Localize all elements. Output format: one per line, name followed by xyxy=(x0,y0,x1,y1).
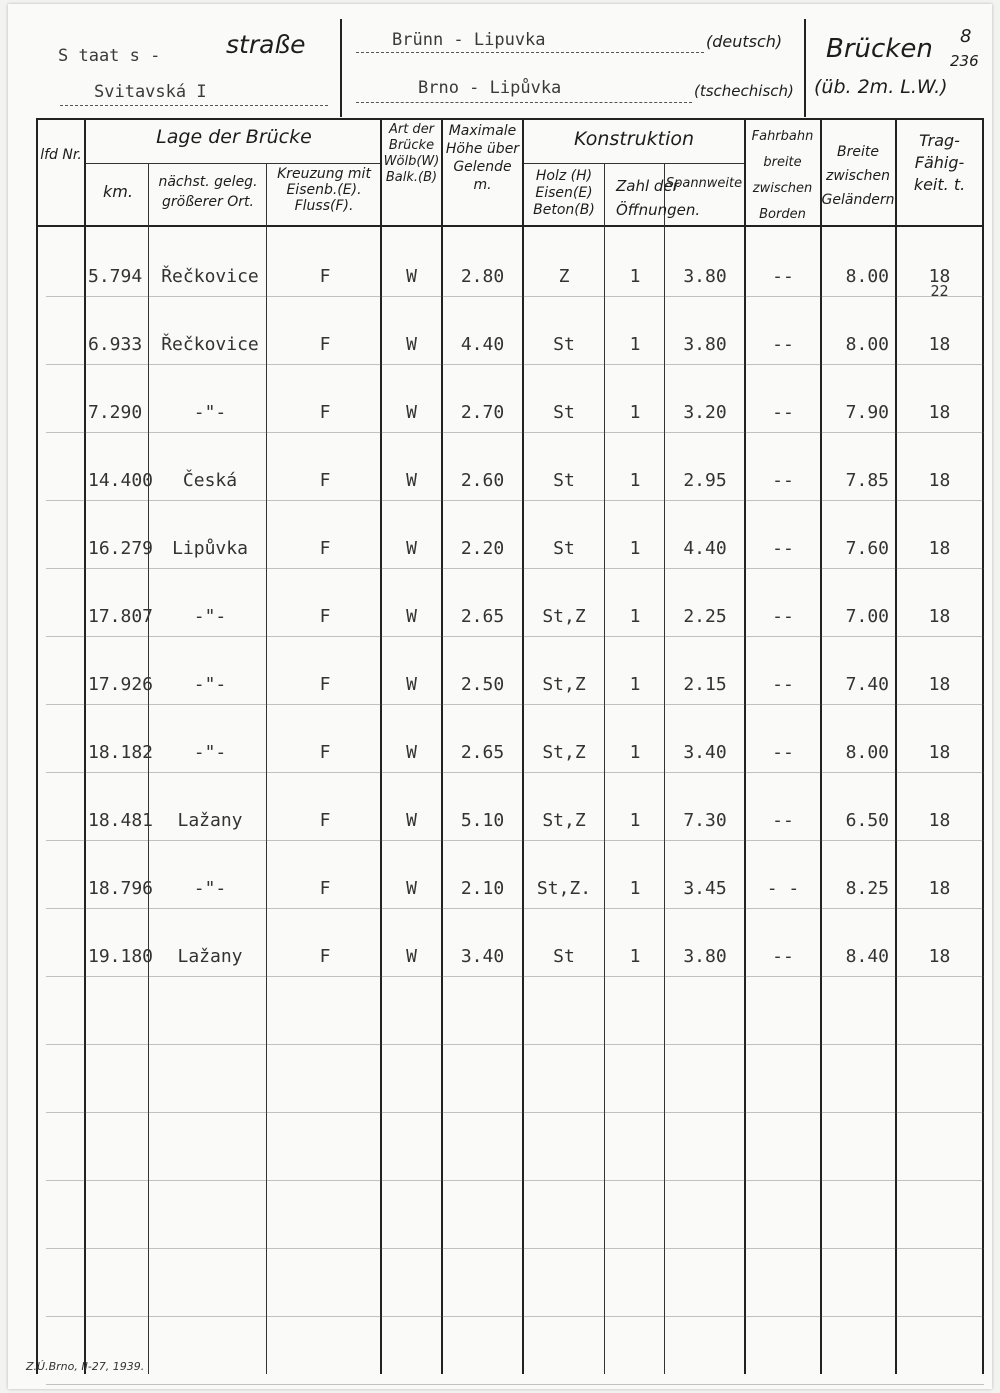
german-route-underline xyxy=(356,52,704,53)
cell-zahl: 1 xyxy=(629,742,641,763)
cell-hoehe: 2.80 xyxy=(460,266,505,287)
row-rule xyxy=(46,1180,984,1181)
cell-spannweite: 2.95 xyxy=(683,470,727,491)
cell-zahl: 1 xyxy=(629,470,641,491)
cell-kreuzung: F xyxy=(319,810,331,831)
cell-material: St xyxy=(553,538,575,559)
row-rule xyxy=(46,772,984,773)
cell-kreuzung: F xyxy=(319,334,331,355)
cell-trag: 18 xyxy=(928,470,951,491)
row-rule xyxy=(46,296,984,297)
cell-kreuzung: F xyxy=(319,878,331,899)
cell-km: 6.933 xyxy=(88,334,143,355)
route-name: Svitavská I xyxy=(94,82,207,102)
col-div-material xyxy=(604,164,605,1374)
row-rule xyxy=(46,500,984,501)
cell-material: St,Z xyxy=(542,606,586,627)
cell-spannweite: 3.45 xyxy=(683,878,727,899)
cell-hoehe: 2.20 xyxy=(460,538,505,559)
cell-zahl: 1 xyxy=(629,538,641,559)
cell-fahrbahn: -- xyxy=(772,742,794,763)
cell-trag: 18 xyxy=(928,402,951,423)
cell-fahrbahn: -- xyxy=(772,606,794,627)
german-route: Brünn - Lipuvka xyxy=(392,30,546,50)
cell-art: W xyxy=(406,878,417,899)
header-ort: nächst. geleg. größerer Ort. xyxy=(158,174,258,210)
cell-ort: -"- xyxy=(193,606,227,627)
row-rule xyxy=(46,1316,984,1317)
cell-material: St xyxy=(553,334,575,355)
cell-material: St xyxy=(553,946,575,967)
cell-kreuzung: F xyxy=(319,742,331,763)
row-rule xyxy=(46,1112,984,1113)
cell-hoehe: 5.10 xyxy=(460,810,505,831)
cell-trag-alt: 22 xyxy=(930,282,949,300)
czech-route: Brno - Lipůvka xyxy=(418,78,562,98)
cell-km: 7.290 xyxy=(88,402,143,423)
cell-km: 19.180 xyxy=(88,946,154,967)
cell-spannweite: 3.80 xyxy=(683,334,727,355)
konstruktion-subheader-line xyxy=(524,163,744,164)
print-footer: Z.Ú.Brno, II-27, 1939. xyxy=(26,1360,145,1373)
cell-hoehe: 2.60 xyxy=(460,470,505,491)
header-km: km. xyxy=(103,182,133,201)
cell-fahrbahn: -- xyxy=(772,266,794,287)
cell-km: 18.481 xyxy=(88,810,154,831)
cell-hoehe: 2.65 xyxy=(460,606,505,627)
cell-zahl: 1 xyxy=(629,878,641,899)
cell-ort: Lipůvka xyxy=(172,538,248,559)
row-rule xyxy=(46,432,984,433)
cell-material: St,Z xyxy=(542,674,586,695)
cell-breite: 7.85 xyxy=(845,470,889,491)
cell-breite: 8.00 xyxy=(845,334,889,355)
cell-art: W xyxy=(406,470,417,491)
cell-km: 5.794 xyxy=(88,266,143,287)
cell-hoehe: 2.50 xyxy=(460,674,505,695)
cell-art: W xyxy=(406,402,417,423)
cell-zahl: 1 xyxy=(629,946,641,967)
col-div-zahl xyxy=(664,164,665,1374)
cell-art: W xyxy=(406,334,417,355)
cell-trag: 18 xyxy=(928,266,951,287)
header-zahl: Zahl der Öffnungen. xyxy=(616,177,701,219)
cell-breite: 7.90 xyxy=(845,402,889,423)
cell-art: W xyxy=(406,266,417,287)
cell-hoehe: 2.10 xyxy=(460,878,505,899)
cell-kreuzung: F xyxy=(319,266,331,287)
cell-km: 18.796 xyxy=(88,878,154,899)
cell-trag: 18 xyxy=(928,606,951,627)
cell-zahl: 1 xyxy=(629,606,641,627)
cell-kreuzung: F xyxy=(319,674,331,695)
row-rule xyxy=(46,1384,984,1385)
cell-art: W xyxy=(406,606,417,627)
sheet-number-bottom: 236 xyxy=(950,52,979,70)
german-label: (deutsch) xyxy=(706,32,783,51)
cell-material: St xyxy=(553,470,575,491)
cell-material: St xyxy=(553,402,575,423)
header-konstruktion: Konstruktion xyxy=(573,128,695,150)
cell-ort: -"- xyxy=(193,674,227,695)
cell-breite: 8.00 xyxy=(845,742,889,763)
cell-breite: 8.25 xyxy=(845,878,889,899)
cell-fahrbahn: -- xyxy=(772,946,794,967)
row-rule xyxy=(46,636,984,637)
cell-hoehe: 2.70 xyxy=(460,402,505,423)
cell-kreuzung: F xyxy=(319,538,331,559)
row-rule xyxy=(46,1248,984,1249)
cell-zahl: 1 xyxy=(629,266,641,287)
cell-hoehe: 2.65 xyxy=(460,742,505,763)
header-fahrbahn: Fahrbahn breite zwischen Borden xyxy=(751,129,814,222)
category-subtitle: (üb. 2m. L.W.) xyxy=(814,76,948,98)
header-spannweite: Spannweite xyxy=(665,176,743,191)
cell-kreuzung: F xyxy=(319,470,331,491)
cell-hoehe: 3.40 xyxy=(460,946,505,967)
table-right-border xyxy=(982,118,984,1374)
cell-kreuzung: F xyxy=(319,946,331,967)
cell-km: 17.807 xyxy=(88,606,154,627)
cell-trag: 18 xyxy=(928,878,951,899)
cell-spannweite: 7.30 xyxy=(683,810,727,831)
cell-art: W xyxy=(406,946,417,967)
header-breite: Breite zwischen Geländern xyxy=(821,144,895,208)
cell-ort: Lažany xyxy=(177,946,243,967)
cell-material: St,Z xyxy=(542,742,586,763)
header-kreuzung: Kreuzung mit Eisenb.(E). Fluss(F). xyxy=(277,166,371,214)
cell-fahrbahn: -- xyxy=(772,470,794,491)
staat-label: S taat s - xyxy=(58,46,161,66)
cell-material: St,Z xyxy=(542,810,586,831)
category-title: Brücken xyxy=(826,34,933,64)
row-rule xyxy=(46,840,984,841)
cell-ort: Řečkovice xyxy=(161,266,259,287)
cell-breite: 8.40 xyxy=(845,946,889,967)
cell-fahrbahn: -- xyxy=(772,538,794,559)
cell-trag: 18 xyxy=(928,946,951,967)
cell-material: Z xyxy=(558,266,570,287)
header-tragfaehigkeit: Trag- Fähig- keit. t. xyxy=(913,131,966,194)
row-rule xyxy=(46,364,984,365)
cell-material: St,Z. xyxy=(536,878,592,899)
cell-breite: 6.50 xyxy=(845,810,889,831)
cell-kreuzung: F xyxy=(319,402,331,423)
czech-label: (tschechisch) xyxy=(694,82,794,100)
table-left-border xyxy=(36,118,38,1374)
cell-hoehe: 4.40 xyxy=(460,334,505,355)
cell-trag: 18 xyxy=(928,538,951,559)
cell-km: 14.400 xyxy=(88,470,154,491)
cell-ort: -"- xyxy=(193,402,227,423)
header-hoehe: Maximale Höhe über Gelende m. xyxy=(445,123,520,193)
lage-subheader-line xyxy=(86,163,380,164)
cell-art: W xyxy=(406,810,417,831)
cell-fahrbahn: -- xyxy=(772,810,794,831)
cell-ort: Lažany xyxy=(177,810,243,831)
row-rule xyxy=(46,976,984,977)
cell-art: W xyxy=(406,538,417,559)
cell-breite: 7.60 xyxy=(845,538,889,559)
cell-spannweite: 2.15 xyxy=(683,674,727,695)
cell-art: W xyxy=(406,742,417,763)
cell-ort: -"- xyxy=(193,878,227,899)
czech-route-underline xyxy=(356,102,692,103)
route-name-underline xyxy=(60,105,328,106)
cell-spannweite: 3.80 xyxy=(683,946,727,967)
cell-ort: Česká xyxy=(182,470,238,491)
table-header-border xyxy=(36,225,984,227)
cell-spannweite: 4.40 xyxy=(683,538,727,559)
cell-zahl: 1 xyxy=(629,334,641,355)
header-material: Holz (H) Eisen(E) Beton(B) xyxy=(533,168,595,218)
cell-fahrbahn: - - xyxy=(766,878,800,899)
cell-spannweite: 3.80 xyxy=(683,266,727,287)
document-sheet xyxy=(8,4,992,1389)
table-top-border xyxy=(36,118,984,120)
cell-art: W xyxy=(406,674,417,695)
header-lage: Lage der Brücke xyxy=(156,126,312,148)
row-rule xyxy=(46,704,984,705)
cell-breite: 7.00 xyxy=(845,606,889,627)
strasse-label: straße xyxy=(226,30,306,59)
cell-fahrbahn: -- xyxy=(772,674,794,695)
row-rule xyxy=(46,908,984,909)
cell-trag: 18 xyxy=(928,810,951,831)
cell-ort: Řečkovice xyxy=(161,334,259,355)
row-rule xyxy=(46,568,984,569)
header-divider-right xyxy=(804,19,806,117)
cell-spannweite: 2.25 xyxy=(683,606,727,627)
cell-breite: 8.00 xyxy=(845,266,889,287)
cell-zahl: 1 xyxy=(629,674,641,695)
cell-breite: 7.40 xyxy=(845,674,889,695)
cell-km: 16.279 xyxy=(88,538,154,559)
cell-trag: 18 xyxy=(928,334,951,355)
cell-ort: -"- xyxy=(193,742,227,763)
cell-km: 17.926 xyxy=(88,674,154,695)
row-rule xyxy=(46,1044,984,1045)
cell-trag: 18 xyxy=(928,674,951,695)
header-lfd-nr: lfd Nr. xyxy=(40,147,82,163)
cell-trag: 18 xyxy=(928,742,951,763)
cell-spannweite: 3.40 xyxy=(683,742,727,763)
cell-fahrbahn: -- xyxy=(772,402,794,423)
cell-kreuzung: F xyxy=(319,606,331,627)
cell-fahrbahn: -- xyxy=(772,334,794,355)
cell-zahl: 1 xyxy=(629,810,641,831)
cell-km: 18.182 xyxy=(88,742,154,763)
cell-zahl: 1 xyxy=(629,402,641,423)
cell-spannweite: 3.20 xyxy=(683,402,727,423)
header-divider-left xyxy=(340,19,342,117)
sheet-number-top: 8 xyxy=(960,26,972,47)
header-art: Art der Brücke Wölb(W) Balk.(B) xyxy=(383,122,440,185)
